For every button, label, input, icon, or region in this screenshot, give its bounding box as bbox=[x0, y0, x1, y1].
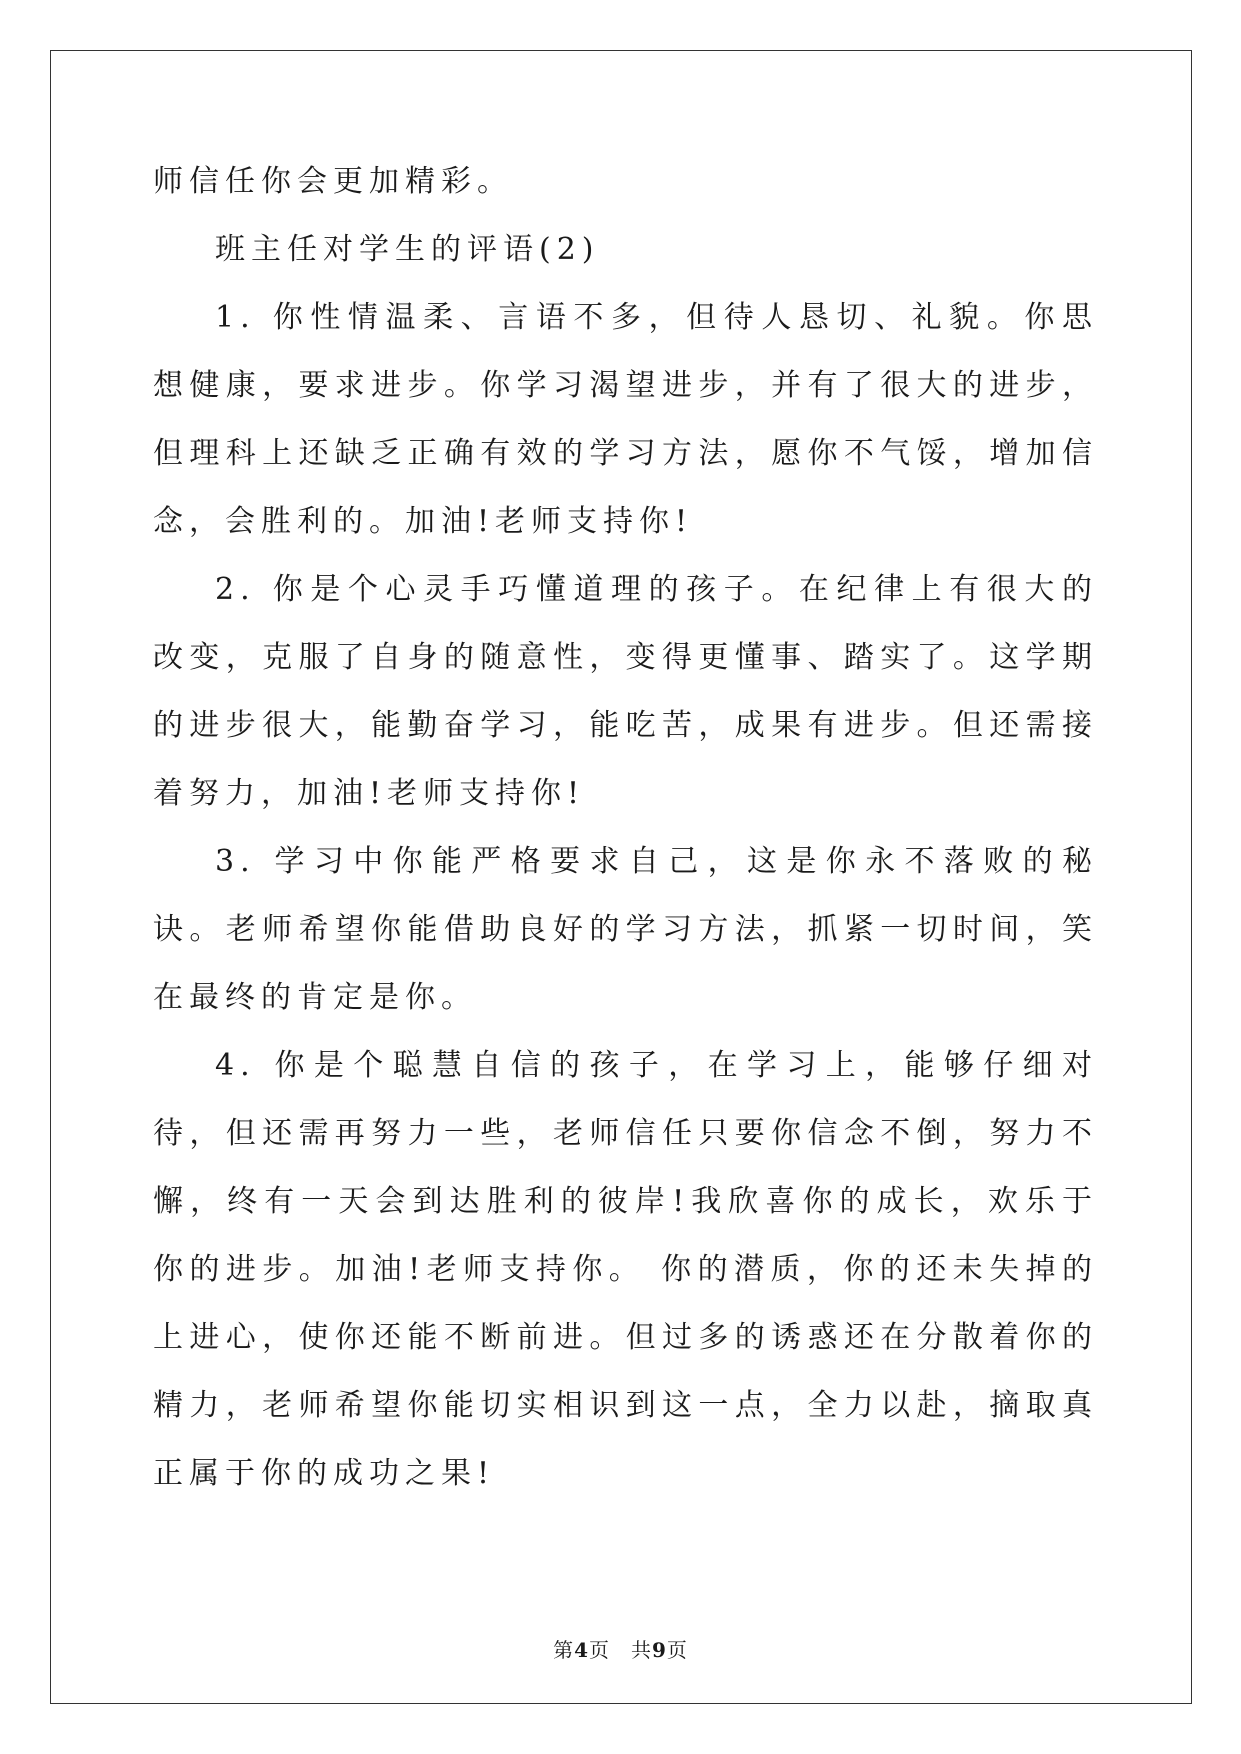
footer-current-page: 4 bbox=[574, 1638, 589, 1662]
footer-suffix: 页 bbox=[666, 1638, 688, 1662]
document-body bbox=[153, 148, 1098, 1508]
footer-middle: 页 共 bbox=[589, 1638, 652, 1662]
comment-item-3: 3. 学习中你能严格要求自己，这是你永不落败的秘诀。老师希望你能借助良好的学习方法，抓紧一切时间，笑在最终的肯定是你。 bbox=[153, 844, 1098, 1015]
footer-total-pages: 9 bbox=[652, 1638, 667, 1662]
footer-prefix: 第 bbox=[553, 1638, 575, 1662]
section-heading: 班主任对学生的评语(2) bbox=[215, 232, 600, 267]
comment-item-2: 2. 你是个心灵手巧懂道理的孩子。在纪律上有很大的改变，克服了自身的随意性，变得更懂事、踏实了。这学期的进步很大，能勤奋学习，能吃苦，成果有进步。但还需接着努力，加油!老师支持你! bbox=[153, 572, 1098, 811]
comment-item-4: 4. 你是个聪慧自信的孩子，在学习上，能够仔细对待，但还需再努力一些，老师信任只要你信念不倒，努力不懈，终有一天会到达胜利的彼岸!我欣喜你的成长，欢乐于你的进步。加油!老师支持你。 你的潜质，你的还未失掉的上进心，使你还能不断前进。但过多的诱惑还在分散着你的精力，老师希望你能切实相识到这一点，全力以赴，摘取真正属于你的成功之果! bbox=[153, 1048, 1098, 1491]
comment-item-1: 1. 你性情温柔、言语不多，但待人恳切、礼貌。你思想健康，要求进步。你学习渴望进步，并有了很大的进步，但理科上还缺乏正确有效的学习方法，愿你不气馁，增加信念，会胜利的。加油!老师支持你! bbox=[153, 300, 1098, 539]
page-footer bbox=[0, 1634, 1241, 1663]
paragraph-continuation: 师信任你会更加精彩。 bbox=[153, 164, 513, 199]
